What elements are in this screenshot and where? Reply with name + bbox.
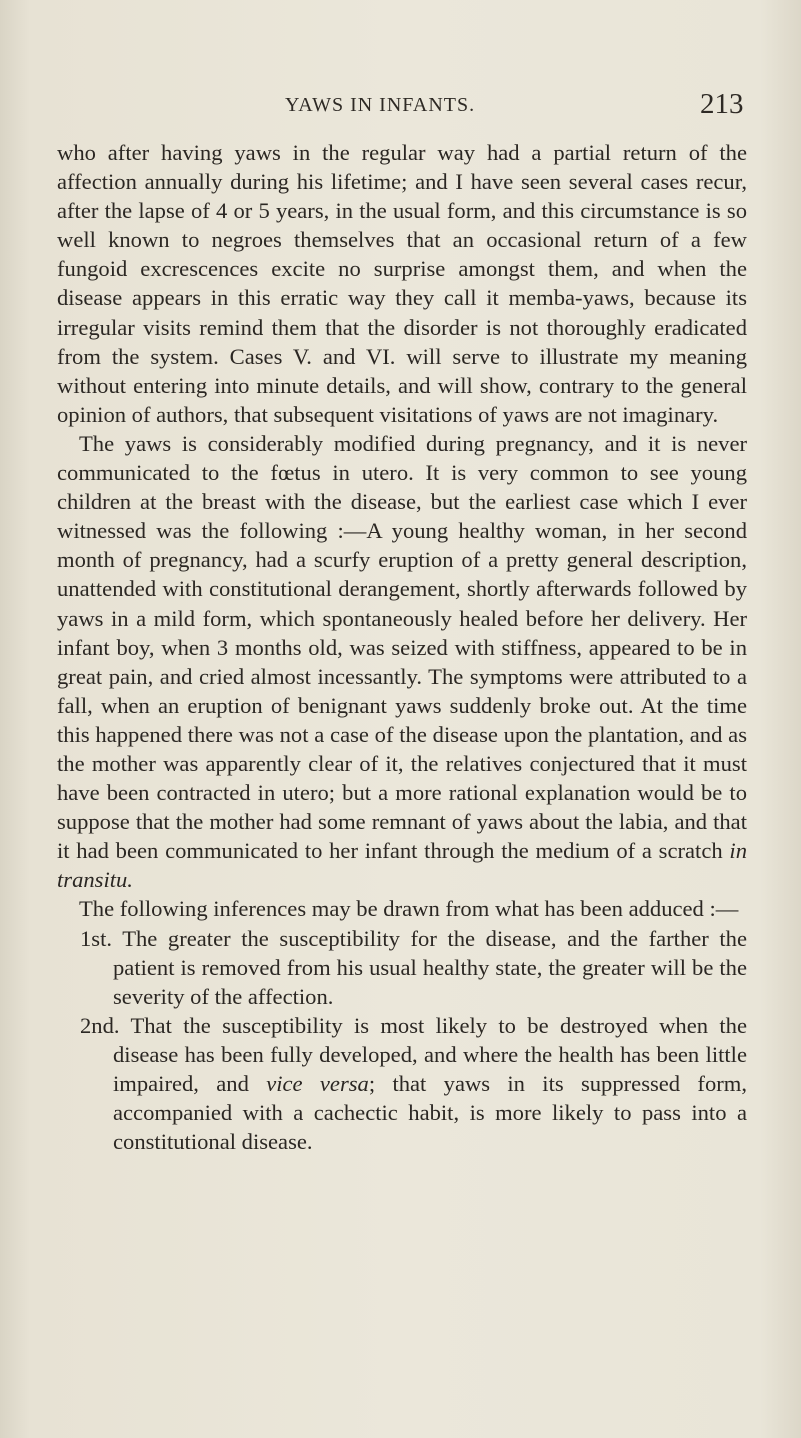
conclusions-list [57,924,747,1157]
paragraph-continuation: who after having yaws in the regular way had a partial return of the affection annually during his lifetime; and I have seen several cases recur, after the lapse of 4 or 5 years, in the usual form, and this circumstance is so well known to negroes themselves that an occasional return of a few fungoid excrescences excite no surprise amongst them, and when the disease appears in this erratic way they call it memba-yaws, because its irregular visits remind them that the disorder is not thoroughly eradicated from the system. Cases V. and VI. will serve to illustrate my meaning without entering into minute details, and will show, contrary to the general opinion of authors, that subsequent visitations of yaws are not imaginary. [57,140,747,427]
latin-phrase-vice-versa: vice versa [266,1071,369,1096]
paragraph-pregnancy-case [57,429,747,895]
paragraph-inferences-intro: The following inferences may be drawn from what has been adduced :— [79,896,739,922]
body-text [57,138,747,1156]
conclusion-first: 1st. The greater the susceptibility for the disease, and the farther the patient is removed from his usual healthy state, the greater will be the severity of the affection. [80,925,747,1009]
paragraph-pregnancy-text: The yaws is considerably modified during pregnancy, and it is never communicated to the fœtus in utero. It is very common to see young children at the breast with the disease, but the earliest case which I ever witnessed was the following :—A young healthy woman, in her second month of pregnancy, had a scurfy eruption of a pretty general description, unattended with constitutional derangement, shortly afterwards followed by yaws in a mild form, which spontaneously healed before her delivery. Her infant boy, when 3 months old, was seized with stiffness, appeared to be in great pain, and cried almost incessantly. The symptoms were attributed to a fall, when an eruption of benignant yaws suddenly broke out. At the time this happened there was not a case of the disease upon the plantation, and as the mother was apparently clear of it, the relatives conjectured that it must have been contracted in utero; but a more rational explanation would be to suppose that the mother had some remnant of yaws about the labia, and that it had been communicated to her infant through the medium of a scratch [57,430,747,864]
page-number: 213 [700,88,744,120]
conclusion-second [57,1011,747,1156]
conclusion-second-tail: ; that yaws in its suppressed form, accompanied with a cachectic habit, is more likely to pass into a constitutional disease. [113,1071,747,1155]
latin-phrase: in transitu. [57,838,747,893]
running-head: YAWS IN INFANTS. [285,94,476,116]
conclusion-second-text: 2nd. That the susceptibility is most likely to be destroyed when the disease has been fully developed, and where the health has been little impaired, and [80,1012,747,1096]
page-header [0,88,801,128]
